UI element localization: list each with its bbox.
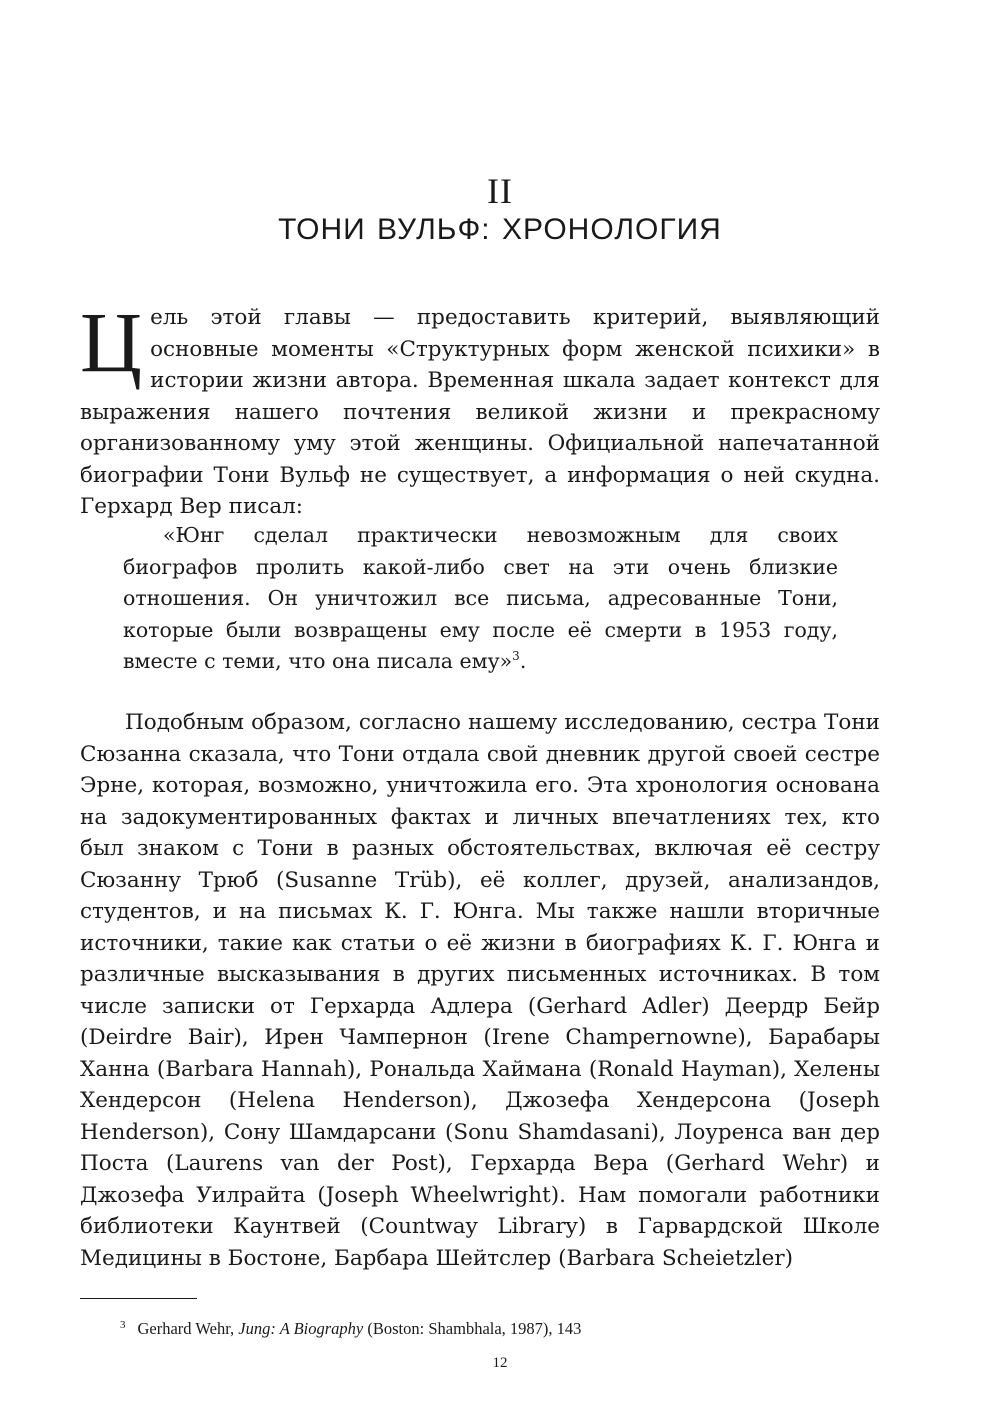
footnote-author: Gerhard Wehr, [137,1319,239,1338]
drop-cap: Ц [80,294,143,390]
body-paragraph: Подобным образом, согласно нашему исследованию, сестра Тони Сюзанна сказала, что Тони отдала свой дневник другой своей сестре Эрне, которая, возможно, уничтожила его. Эта хронология основана на задокументированных фактах и личных впечатлениях тех, кто был знаком с Тони в разных обстоятельствах, включая её сестру Сюзанну Трюб (Susanne Trüb), её коллег, друзей, анализандов, студентов, и на письмах К. Г. Юнга. Мы также нашли вторичные источники, такие как статьи о её жизни в биографиях К. Г. Юнга и различные высказывания в других письменных источниках. В том числе записки от Герхарда Адлера (Gerhard Adler) Деердр Бейр (Deirdre Bair), Ирен Чампернон (Irene Champernowne), Барабары Ханна (Barbara Hannah), Рональда Хаймана (Ronald Hayman), Хелены Хендерсон (Helena Henderson), Джозефа Хендерсона (Joseph Henderson), Сону Шамдарсани (Sonu Shamdasani), Лоуренса ван дер Поста (Laurens van der Post), Герхарда Вера (Gerhard Wehr) и Джозефа Уилрайта (Joseph Wheelwright). Нам помогали работники библиотеки Каунтвей (Countway Library) в Гарвардской Школе Медицины в Бостоне, Барбара Шейтслер (Barbara Scheietzler) [80,710,880,1271]
intro-paragraph [80,294,880,523]
quote-end: . [519,649,527,673]
footnote-details: (Boston: Shambhala, 1987), 143 [363,1319,582,1338]
intro-text: ель этой главы — предоставить критерий, выявляющий основные моменты «Структурных форм женской психики» в истории жизни автора. Временная шкала задает контекст для выражения нашего почтения великой жизни и прекрасному организованному уму этой женщины. Официальной напечатанной биографии Тони Вульф не существует, а информация о ней скудна. Герхард Вер писал: [80,305,880,519]
footnote-divider [80,1298,197,1299]
block-quote [123,520,838,678]
page-number: 12 [492,1355,508,1371]
footnote-reference: 3 [512,649,520,663]
chapter-title: ТОНИ ВУЛЬФ: ХРОНОЛОГИЯ [278,213,722,246]
quote-text: «Юнг сделал практически невозможным для своих биографов пролить какой-либо свет на эти очень близкие отношения. Он уничтожил все письма, адресованные Тони, которые были возвращены ему после её смерти в 1953 году, вместе с теми, что она писала ему» [123,523,838,673]
footnote-number: 3 [120,1319,126,1331]
chapter-number: II [487,171,513,211]
footnote-book-title: Jung: A Biography [238,1319,364,1338]
footnote [120,1314,820,1340]
